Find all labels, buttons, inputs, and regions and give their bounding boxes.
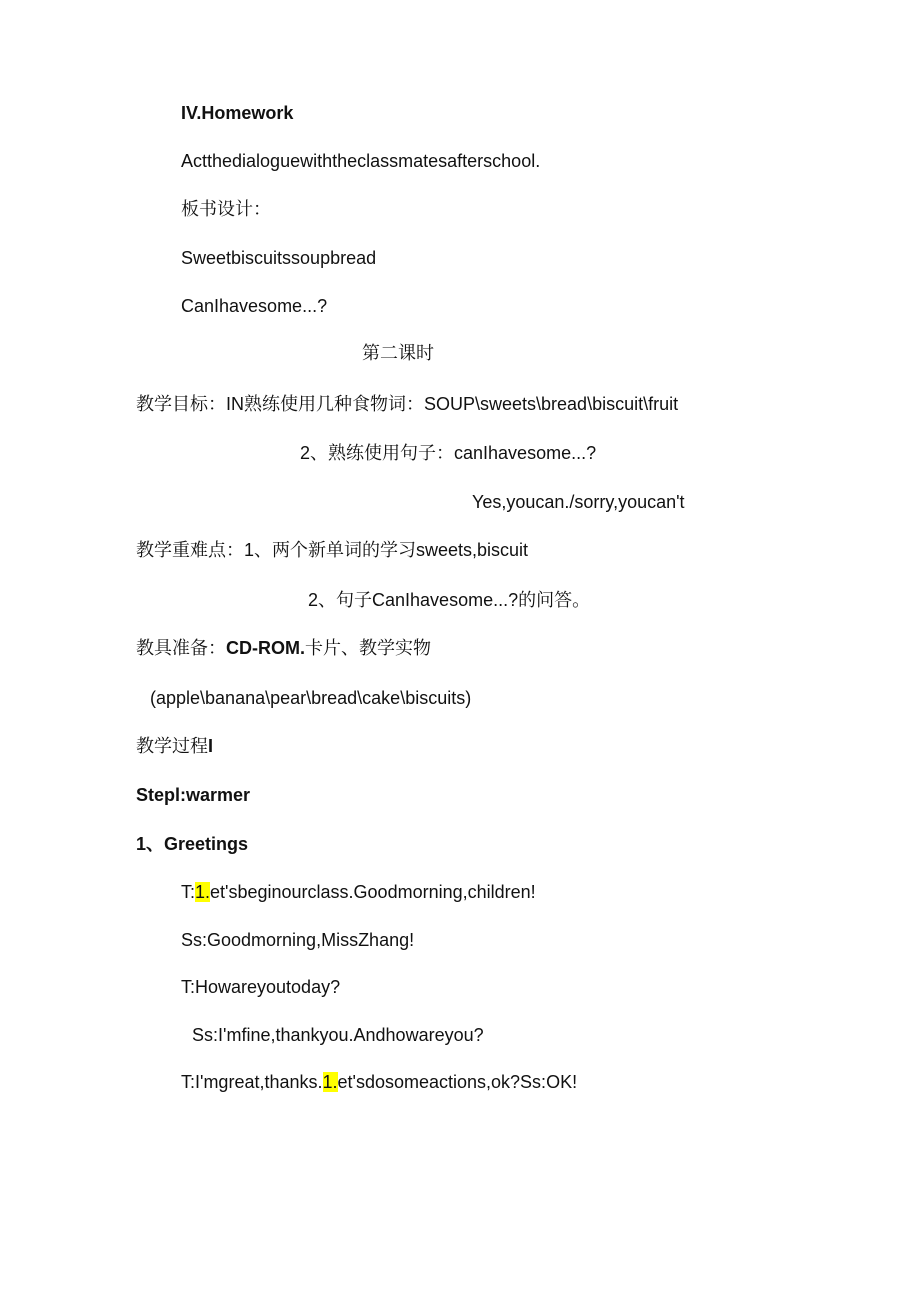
- difficulties-line: [136, 538, 528, 563]
- dialogue-line-3: T:Howareyoutoday?: [181, 977, 341, 997]
- dialogue-line-1-text: et'sbeginourclass.Goodmorning,children!: [210, 882, 536, 902]
- materials-cdrom: CD-ROM.: [226, 638, 305, 658]
- dialogue-line-4: Ss:I'mfine,thankyou.Andhowareyou?: [192, 1025, 484, 1045]
- process-mark: I: [208, 736, 214, 756]
- process-line: [136, 734, 213, 759]
- board-words: Sweetbiscuitssoupbread: [181, 248, 377, 268]
- greetings-heading: 1、Greetings: [136, 834, 249, 854]
- difficulty-1: 1、两个新单词的学习sweets,biscuit: [244, 540, 529, 560]
- materials-text: 卡片、教学实物: [305, 638, 431, 659]
- dialogue-line-2: Ss:Goodmorning,MissZhang!: [181, 930, 415, 950]
- objectives-line: [136, 392, 678, 417]
- highlight-mark: 1.: [322, 1072, 338, 1092]
- materials-label: 教具准备：: [136, 638, 226, 659]
- process-label: 教学过程: [136, 736, 208, 757]
- homework-task: Actthedialoguewiththeclassmatesafterschool.: [181, 151, 541, 171]
- objective-2: 2、熟练使用句子：canIhavesome...?: [300, 443, 597, 463]
- objective-1: IN熟练使用几种食物词：SOUP\sweets\bread\biscuit\fruit: [226, 394, 679, 414]
- objective-2-answer: Yes,youcan./sorry,youcan't: [472, 492, 685, 512]
- dialogue-line-5-text: et'sdosomeactions,ok?Ss:OK!: [337, 1072, 578, 1092]
- difficulty-2: 2、句子CanIhavesome...?的问答。: [308, 590, 591, 610]
- highlight-mark: 1.: [195, 882, 211, 902]
- materials-line: [136, 636, 431, 661]
- lesson-title: 第二课时: [362, 343, 434, 364]
- difficulties-label: 教学重难点：: [136, 540, 244, 561]
- dialogue-line-5-speaker: T:I'mgreat,thanks.: [181, 1072, 323, 1092]
- objectives-label: 教学目标：: [136, 394, 226, 415]
- materials-list: (apple\banana\pear\bread\cake\biscuits): [150, 688, 472, 708]
- homework-heading: IV.Homework: [181, 103, 294, 123]
- dialogue-line-1-speaker: T:: [181, 882, 196, 902]
- step-1-heading: Stepl:warmer: [136, 785, 251, 805]
- board-design-label: 板书设计：: [181, 199, 271, 220]
- board-sentence: CanIhavesome...?: [181, 296, 328, 316]
- dialogue-line-5: [181, 1070, 577, 1094]
- dialogue-line-1: [181, 880, 536, 904]
